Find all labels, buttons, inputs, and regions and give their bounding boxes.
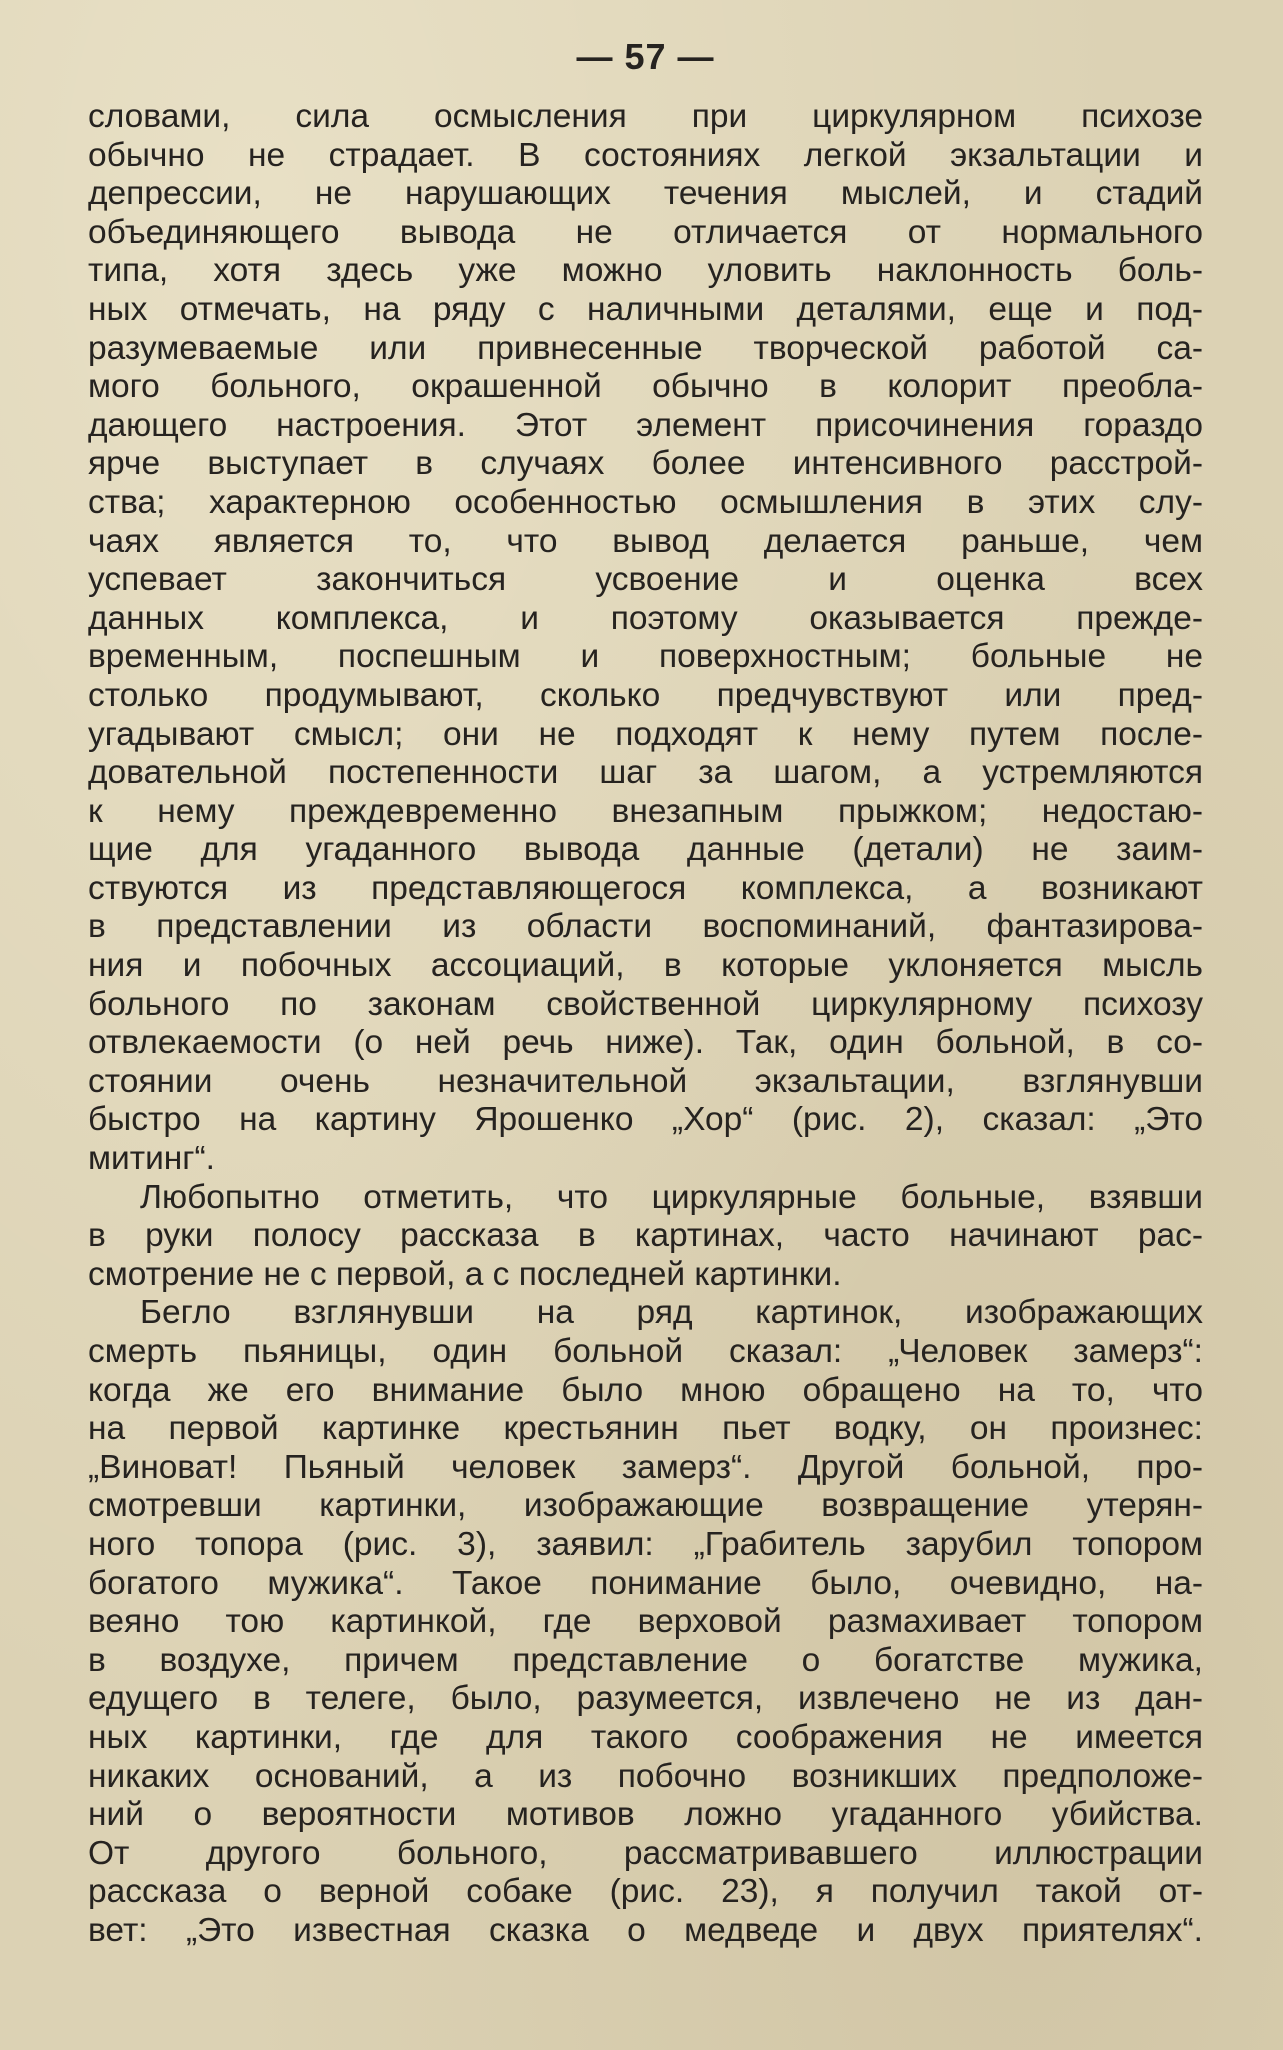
text-line: Любопытно отметить, что циркулярные больные, взявши (140, 1178, 1203, 1216)
text-line: смотревши картинки, изображающие возвращение утерян- (88, 1487, 1203, 1525)
text-line: разумеваемые или привнесенные творческой работой са- (88, 329, 1203, 367)
text-line: стоянии очень незначительной экзальтации, взглянувши (88, 1062, 1203, 1100)
text-line: митинг“. (88, 1140, 215, 1178)
text-line: смерть пьяницы, один больной сказал: „Человек замерз“: (88, 1333, 1203, 1370)
text-line: чаях является то, что вывод делается раньше, чем (88, 522, 1203, 560)
text-line: богатого мужика“. Такое понимание было, очевидно, на- (88, 1564, 1203, 1602)
text-line: обычно не страдает. В состояниях легкой экзальтации и (88, 136, 1203, 174)
text-line: ствуются из представляющегося комплекса, а возникают (88, 869, 1203, 907)
text-line: словами, сила осмысления при циркулярном психозе (88, 98, 1203, 135)
paragraph-3 (88, 1294, 1203, 1950)
text-line: временным, поспешным и поверхностным; больные не (88, 638, 1203, 676)
text-line: больного по законам свойственной циркулярному психозу (88, 985, 1203, 1023)
text-line: От другого больного, рассматривавшего иллюстрации (88, 1834, 1203, 1872)
text-line: типа, хотя здесь уже можно уловить наклонность боль- (88, 252, 1203, 290)
text-line: дающего настроения. Этот элемент присочинения гораздо (88, 406, 1203, 444)
text-line: веяно тою картинкой, где верховой размахивает топором (88, 1603, 1203, 1641)
text-line: быстро на картину Ярошенко „Хор“ (рис. 2), сказал: „Это (88, 1101, 1203, 1139)
text-line: щие для угаданного вывода данные (детали) не заим- (88, 831, 1203, 869)
text-line: ного топора (рис. 3), заявил: „Грабитель зарубил топором (88, 1525, 1203, 1563)
text-line: мого больного, окрашенной обычно в колорит преобла- (88, 368, 1203, 406)
text-line: столько продумывают, сколько предчувствуют или пред- (88, 676, 1203, 714)
paragraph-2 (88, 1179, 1203, 1295)
text-line: объединяющего вывода не отличается от нормального (88, 213, 1203, 251)
text-line: депрессии, не нарушающих течения мыслей, и стадий (88, 175, 1203, 213)
text-line: ярче выступает в случаях более интенсивного расстрой- (88, 445, 1203, 483)
text-line: в представлении из области воспоминаний, фантазирова- (88, 908, 1203, 946)
page-number: — 57 — (576, 36, 715, 77)
text-line: данных комплекса, и поэтому оказывается прежде- (88, 599, 1203, 637)
text-line: ных отмечать, на ряду с наличными деталями, еще и под- (88, 290, 1203, 328)
text-line: довательной постепенности шаг за шагом, а устремляются (88, 754, 1203, 792)
text-line: ства; характерною особенностью осмышления в этих слу- (88, 483, 1203, 521)
text-line: ний о вероятности мотивов ложно угаданного убийства. (88, 1796, 1203, 1834)
text-line: рассказа о верной собаке (рис. 23), я получил такой от- (88, 1873, 1203, 1911)
text-line: в воздухе, причем представление о богатстве мужика, (88, 1641, 1203, 1679)
page-body (88, 98, 1203, 1951)
paragraph-1 (88, 98, 1203, 1179)
text-line: никаких оснований, а из побочно возникших предположе- (88, 1757, 1203, 1795)
text-line: отвлекаемости (о ней речь ниже). Так, один больной, в со- (88, 1024, 1203, 1062)
text-line: к нему преждевременно внезапным прыжком; недостаю- (88, 792, 1203, 830)
text-line: едущего в телеге, было, разумеется, извлечено не из дан- (88, 1680, 1203, 1718)
text-line: „Виноват! Пьяный человек замерз“. Другой больной, про- (88, 1448, 1203, 1486)
text-line: ния и побочных ассоциаций, в которые уклоняется мысль (88, 947, 1203, 985)
text-line: угадывают смысл; они не подходят к нему путем после- (88, 715, 1203, 753)
text-line: когда же его внимание было мною обращено на то, что (88, 1371, 1203, 1409)
text-line: Бегло взглянувши на ряд картинок, изображающих (140, 1294, 1203, 1332)
text-line: вет: „Это известная сказка о медведе и двух приятелях“. (88, 1911, 1203, 1949)
text-line: смотрение не с первой, а с последней картинки. (88, 1255, 842, 1293)
text-line: успевает закончиться усвоение и оценка всех (88, 561, 1203, 599)
text-line: в руки полосу рассказа в картинах, часто начинают рас- (88, 1217, 1203, 1255)
text-line: на первой картинке крестьянин пьет водку, он произнес: (88, 1410, 1203, 1448)
text-line: ных картинки, где для такого соображения не имеется (88, 1718, 1203, 1756)
